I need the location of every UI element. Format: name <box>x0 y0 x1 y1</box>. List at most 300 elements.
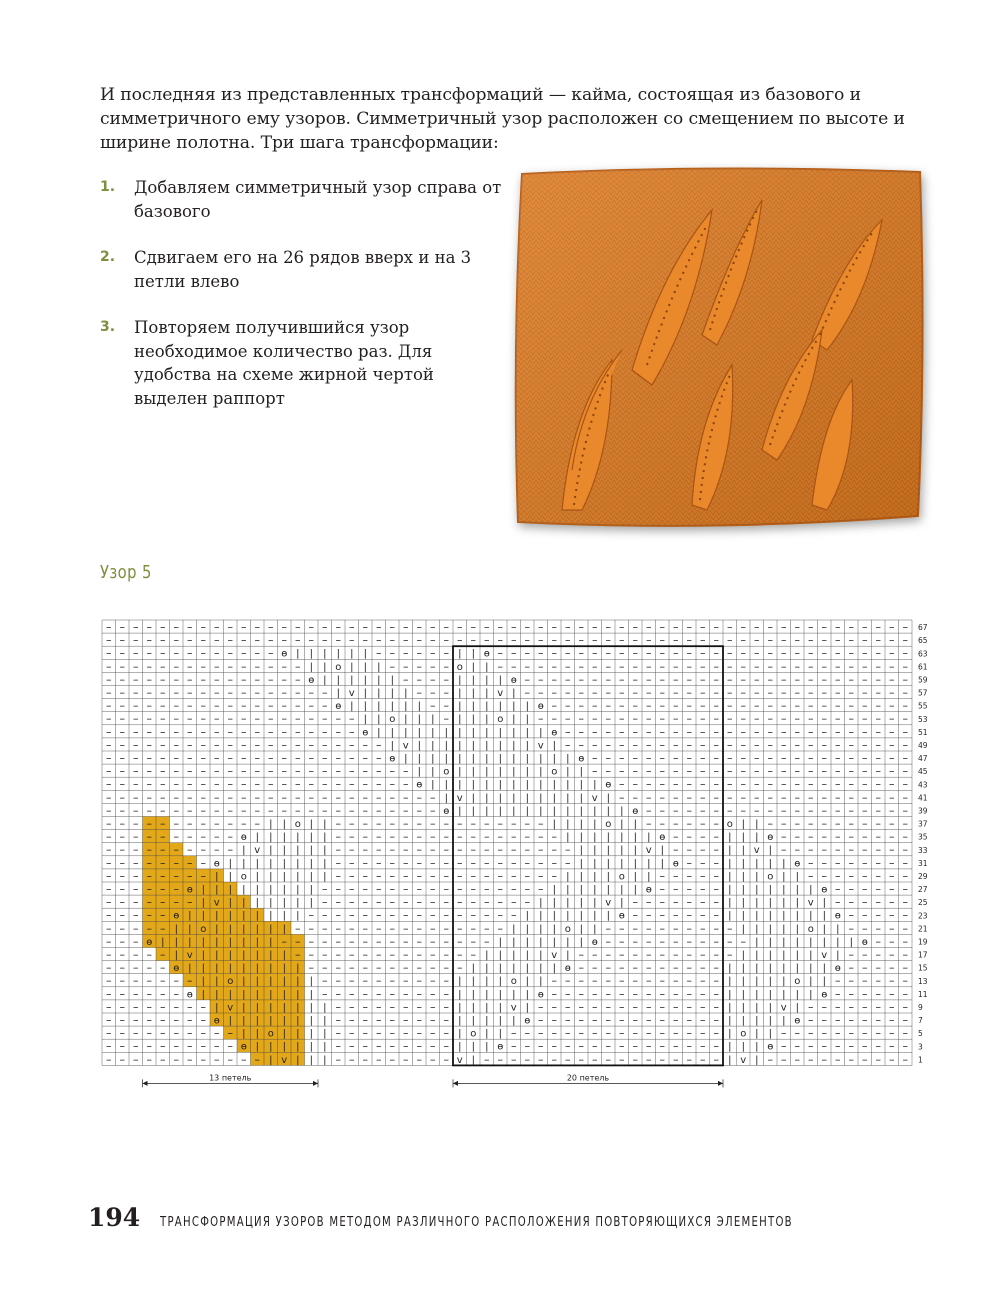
chart-symbol: – <box>794 672 800 686</box>
chart-symbol: – <box>295 712 301 726</box>
chart-symbol: – <box>524 620 530 634</box>
chart-symbol: – <box>335 1026 341 1040</box>
chart-symbol: – <box>281 764 287 778</box>
chart-symbol: – <box>335 974 341 988</box>
chart-symbol: – <box>308 908 314 922</box>
chart-symbol: – <box>133 817 139 830</box>
chart-symbol: – <box>443 843 449 857</box>
chart-symbol: – <box>106 1052 112 1066</box>
width-20-label: 20 петель <box>566 1073 610 1083</box>
chart-symbol: – <box>133 961 139 975</box>
chart-symbol: – <box>443 974 449 988</box>
chart-symbol: | <box>458 727 462 739</box>
chart-symbol: – <box>659 751 665 765</box>
row-label: 47 <box>918 754 928 764</box>
chart-symbol: – <box>875 1000 881 1014</box>
chart-symbol: | <box>255 910 259 922</box>
chart-symbol: | <box>431 714 435 726</box>
chart-symbol: – <box>632 672 638 686</box>
row-label: 59 <box>918 675 928 685</box>
chart-symbol: | <box>296 1002 300 1014</box>
chart-symbol: – <box>686 633 692 647</box>
chart-symbol: – <box>754 803 760 817</box>
chart-symbol: – <box>281 620 287 634</box>
chart-symbol: – <box>470 856 476 870</box>
pattern-title: Узор 5 <box>100 562 152 583</box>
chart-symbol: | <box>471 714 475 726</box>
row-label: 5 <box>918 1029 923 1039</box>
chart-symbol: | <box>471 688 475 699</box>
chart-symbol: – <box>457 830 463 844</box>
chart-symbol: – <box>848 974 854 988</box>
chart-symbol: – <box>349 712 355 726</box>
chart-symbol: – <box>902 974 908 988</box>
chart-symbol: – <box>524 686 530 699</box>
chart-symbol: – <box>902 620 908 634</box>
chart-symbol: – <box>106 646 112 660</box>
chart-symbol: – <box>470 869 476 883</box>
chart-symbol: | <box>444 792 448 804</box>
chart-symbol: | <box>377 714 381 726</box>
chart-symbol: | <box>336 648 340 660</box>
chart-symbol: | <box>620 832 624 844</box>
chart-symbol: – <box>821 1013 827 1027</box>
chart-symbol: – <box>160 869 166 883</box>
chart-symbol: | <box>228 936 232 948</box>
chart-symbol: – <box>686 1039 692 1053</box>
chart-symbol: | <box>539 805 543 817</box>
chart-symbol: – <box>551 1039 557 1053</box>
chart-symbol: – <box>659 987 665 1001</box>
chart-symbol: – <box>403 764 409 778</box>
chart-symbol: – <box>362 751 368 765</box>
chart-symbol: – <box>133 764 139 778</box>
chart-symbol: ө <box>389 753 396 765</box>
chart-symbol: – <box>646 790 652 804</box>
chart-symbol: – <box>484 856 490 870</box>
chart-symbol: – <box>848 948 854 961</box>
chart-symbol: – <box>727 921 733 935</box>
chart-symbol: – <box>659 725 665 739</box>
chart-symbol: – <box>875 817 881 830</box>
chart-symbol: – <box>713 1052 719 1066</box>
chart-symbol: | <box>768 963 772 975</box>
chart-symbol: | <box>809 976 813 988</box>
chart-symbol: – <box>727 725 733 739</box>
chart-symbol: – <box>781 659 787 673</box>
chart-symbol: | <box>606 792 610 804</box>
chart-symbol: ө <box>443 805 450 817</box>
chart-symbol: – <box>713 738 719 752</box>
chart-symbol: | <box>579 910 583 922</box>
chart-symbol: – <box>389 764 395 778</box>
chart-symbol: – <box>686 1052 692 1066</box>
chart-symbol: | <box>215 950 219 961</box>
chart-symbol: – <box>848 633 854 647</box>
chart-symbol: | <box>579 805 583 817</box>
chart-symbol: – <box>578 686 584 699</box>
chart-symbol: – <box>862 1026 868 1040</box>
chart-symbol: – <box>200 699 206 713</box>
chart-symbol: – <box>835 699 841 713</box>
chart-symbol: | <box>512 989 516 1001</box>
chart-symbol: | <box>390 674 394 686</box>
chart-symbol: – <box>214 646 220 660</box>
chart-symbol: – <box>511 1026 517 1040</box>
chart-symbol: – <box>902 1013 908 1027</box>
chart-symbol: – <box>902 712 908 726</box>
chart-symbol: – <box>106 817 112 830</box>
chart-symbol: – <box>335 764 341 778</box>
chart-symbol: – <box>821 817 827 830</box>
chart-symbol: – <box>416 1026 422 1040</box>
chart-symbol: | <box>296 1028 300 1040</box>
chart-symbol: – <box>389 803 395 817</box>
chart-symbol: – <box>106 1026 112 1040</box>
chart-symbol: | <box>525 727 529 739</box>
chart-symbol: | <box>323 661 327 673</box>
chart-symbol: – <box>430 686 436 699</box>
chart-symbol: – <box>430 790 436 804</box>
chart-symbol: – <box>727 646 733 660</box>
chart-symbol: – <box>106 1000 112 1014</box>
chart-symbol: – <box>335 725 341 739</box>
chart-symbol: – <box>349 948 355 961</box>
chart-symbol: – <box>659 895 665 909</box>
chart-symbol: – <box>808 803 814 817</box>
chart-symbol: – <box>889 882 895 896</box>
chart-symbol: – <box>403 974 409 988</box>
chart-symbol: – <box>713 686 719 699</box>
chart-symbol: – <box>497 856 503 870</box>
chart-symbol: – <box>727 738 733 752</box>
chart-symbol: – <box>335 830 341 844</box>
chart-symbol: | <box>579 858 583 870</box>
chart-symbol: – <box>389 790 395 804</box>
chart-symbol: – <box>686 856 692 870</box>
chart-symbol: – <box>700 738 706 752</box>
chart-symbol: – <box>470 633 476 647</box>
chart-symbol: | <box>566 805 570 817</box>
chart-symbol: – <box>686 659 692 673</box>
chart-symbol: – <box>133 856 139 870</box>
chart-symbol: – <box>173 633 179 647</box>
chart-symbol: – <box>713 790 719 804</box>
chart-symbol: – <box>254 764 260 778</box>
chart-symbol: | <box>593 779 597 791</box>
chart-symbol: – <box>767 659 773 673</box>
chart-symbol: – <box>875 961 881 975</box>
chart-symbol: | <box>566 753 570 765</box>
chart-symbol: – <box>862 659 868 673</box>
chart-symbol: | <box>309 1015 313 1027</box>
chart-symbol: | <box>755 1015 759 1027</box>
chart-symbol: – <box>187 699 193 713</box>
chart-symbol: – <box>794 1026 800 1040</box>
chart-symbol: – <box>902 646 908 660</box>
chart-symbol: | <box>458 688 462 699</box>
chart-symbol: – <box>619 725 625 739</box>
chart-symbol: – <box>659 764 665 778</box>
chart-symbol: – <box>700 777 706 791</box>
chart-symbol: – <box>578 948 584 961</box>
chart-symbol: – <box>322 686 328 699</box>
chart-symbol: – <box>781 1039 787 1053</box>
chart-symbol: – <box>430 672 436 686</box>
chart-symbol: o <box>807 923 814 935</box>
chart-symbol: – <box>808 817 814 830</box>
chart-symbol: – <box>538 659 544 673</box>
chart-symbol: – <box>430 961 436 975</box>
chart-symbol: – <box>173 830 179 844</box>
chart-symbol: ө <box>537 989 544 1001</box>
chart-symbol: – <box>254 738 260 752</box>
chart-symbol: – <box>659 1039 665 1053</box>
chart-symbol: | <box>485 1041 489 1053</box>
chart-symbol: | <box>458 648 462 660</box>
chart-symbol: – <box>767 803 773 817</box>
chart-symbol: | <box>552 910 556 922</box>
chart-symbol: – <box>889 856 895 870</box>
chart-symbol: v <box>227 1002 234 1014</box>
chart-symbol: | <box>795 923 799 935</box>
chart-symbol: | <box>552 740 556 752</box>
chart-symbol: – <box>133 1039 139 1053</box>
chart-symbol: | <box>498 779 502 791</box>
chart-symbol: – <box>335 895 341 909</box>
chart-symbol: – <box>254 777 260 791</box>
chart-symbol: | <box>620 805 624 817</box>
chart-symbol: | <box>512 1015 516 1027</box>
chart-symbol: – <box>551 620 557 634</box>
chart-symbol: – <box>875 699 881 713</box>
chart-symbol: – <box>362 803 368 817</box>
chart-symbol: – <box>821 1039 827 1053</box>
chart-symbol: | <box>620 897 624 909</box>
chart-symbol: – <box>727 948 733 961</box>
chart-symbol: – <box>295 948 301 961</box>
chart-symbol: | <box>525 779 529 791</box>
chart-symbol: – <box>322 895 328 909</box>
chart-symbol: – <box>902 777 908 791</box>
chart-symbol: | <box>444 727 448 739</box>
chart-symbol: | <box>782 936 786 948</box>
chart-symbol: – <box>389 1026 395 1040</box>
chart-symbol: – <box>673 686 679 699</box>
chart-symbol: – <box>632 790 638 804</box>
chart-symbol: – <box>227 659 233 673</box>
chart-symbol: – <box>241 712 247 726</box>
chart-symbol: – <box>902 1026 908 1040</box>
chart-symbol: – <box>187 1026 193 1040</box>
chart-symbol: – <box>160 777 166 791</box>
chart-symbol: – <box>173 620 179 634</box>
chart-symbol: – <box>106 686 112 699</box>
chart-symbol: – <box>686 843 692 857</box>
chart-symbol: | <box>309 845 313 857</box>
chart-symbol: – <box>254 751 260 765</box>
chart-symbol: | <box>201 963 205 975</box>
chart-symbol: – <box>173 1052 179 1066</box>
chart-symbol: | <box>755 819 759 830</box>
chart-symbol: – <box>160 725 166 739</box>
chart-symbol: – <box>592 987 598 1001</box>
step-number: 3. <box>100 319 116 335</box>
chart-symbol: – <box>173 738 179 752</box>
chart-symbol: – <box>106 725 112 739</box>
chart-symbol: – <box>308 620 314 634</box>
chart-symbol: – <box>538 830 544 844</box>
chart-symbol: – <box>241 738 247 752</box>
chart-symbol: | <box>755 1041 759 1053</box>
chart-symbol: | <box>309 1054 313 1066</box>
chart-symbol: – <box>160 646 166 660</box>
chart-symbol: – <box>713 620 719 634</box>
chart-symbol: – <box>659 1013 665 1027</box>
chart-symbol: – <box>241 764 247 778</box>
chart-symbol: – <box>524 646 530 660</box>
chart-symbol: – <box>808 672 814 686</box>
chart-symbol: – <box>686 777 692 791</box>
chart-symbol: v <box>645 845 652 857</box>
chart-symbol: – <box>160 633 166 647</box>
chart-symbol: – <box>619 934 625 948</box>
chart-symbol: – <box>794 620 800 634</box>
chart-symbol: – <box>146 921 152 935</box>
row-label: 13 <box>918 976 928 986</box>
chart-symbol: – <box>794 1052 800 1066</box>
chart-symbol: | <box>525 910 529 922</box>
chart-symbol: – <box>673 987 679 1001</box>
chart-symbol: – <box>227 738 233 752</box>
chart-symbol: – <box>565 1039 571 1053</box>
chart-symbol: – <box>727 686 733 699</box>
chart-symbol: – <box>187 830 193 844</box>
chart-symbol: – <box>443 882 449 896</box>
chart-symbol: – <box>754 646 760 660</box>
chart-symbol: | <box>728 989 732 1001</box>
chart-symbol: – <box>781 1052 787 1066</box>
row-label: 51 <box>918 727 928 737</box>
chart-symbol: | <box>741 910 745 922</box>
chart-symbol: ө <box>497 1041 504 1053</box>
chart-symbol: – <box>254 1052 260 1066</box>
chart-symbol: – <box>862 738 868 752</box>
chart-symbol: – <box>538 1000 544 1014</box>
chart-symbol: | <box>444 753 448 765</box>
chart-symbol: | <box>782 1015 786 1027</box>
chart-symbol: – <box>349 777 355 791</box>
chart-symbol: | <box>647 832 651 844</box>
chart-symbol: – <box>416 659 422 673</box>
chart-symbol: o <box>618 871 625 883</box>
chart-symbol: – <box>349 633 355 647</box>
chart-symbol: – <box>700 856 706 870</box>
chart-symbol: – <box>470 817 476 830</box>
chart-symbol: – <box>605 948 611 961</box>
chart-symbol: – <box>673 817 679 830</box>
chart-symbol: – <box>808 620 814 634</box>
chart-symbol: – <box>430 882 436 896</box>
chart-symbol: – <box>389 620 395 634</box>
chart-symbol: – <box>835 830 841 844</box>
chart-symbol: | <box>282 989 286 1001</box>
chart-symbol: – <box>133 1013 139 1027</box>
chart-symbol: – <box>902 1039 908 1053</box>
chart-symbol: – <box>578 712 584 726</box>
row-label: 33 <box>918 845 928 855</box>
row-label: 25 <box>918 898 928 908</box>
chart-symbol: | <box>282 897 286 909</box>
chart-symbol: – <box>389 830 395 844</box>
chart-symbol: – <box>619 712 625 726</box>
chart-symbol: ө <box>794 1015 801 1027</box>
chart-symbol: – <box>605 712 611 726</box>
chart-symbol: – <box>889 633 895 647</box>
chart-symbol: – <box>133 987 139 1001</box>
chart-symbol: | <box>512 923 516 935</box>
chart-symbol: – <box>133 659 139 673</box>
row-label: 15 <box>918 963 928 973</box>
chart-symbol: | <box>485 766 489 778</box>
chart-symbol: | <box>728 832 732 844</box>
chart-symbol: | <box>741 819 745 830</box>
chart-symbol: | <box>296 1054 300 1066</box>
chart-symbol: – <box>862 790 868 804</box>
chart-symbol: – <box>835 856 841 870</box>
chart-symbol: v <box>780 1002 787 1014</box>
chart-symbol: – <box>349 921 355 935</box>
chart-symbol: | <box>215 989 219 1001</box>
chart-symbol: – <box>160 712 166 726</box>
chart-symbol: | <box>539 950 543 961</box>
chart-symbol: – <box>700 751 706 765</box>
chart-symbol: – <box>443 659 449 673</box>
chart-symbol: | <box>822 976 826 988</box>
chart-symbol: – <box>875 1013 881 1027</box>
chart-symbol: – <box>389 817 395 830</box>
chart-symbol: – <box>808 1013 814 1027</box>
chart-symbol: – <box>200 712 206 726</box>
chart-symbol: – <box>835 882 841 896</box>
chart-symbol: | <box>498 753 502 765</box>
chart-symbol: | <box>228 858 232 870</box>
chart-symbol: – <box>713 974 719 988</box>
chart-symbol: – <box>862 1013 868 1027</box>
chart-symbol: – <box>821 777 827 791</box>
chart-symbol: – <box>457 934 463 948</box>
chart-symbol: – <box>457 843 463 857</box>
chart-symbol: – <box>497 908 503 922</box>
chart-symbol: – <box>335 934 341 948</box>
chart-symbol: – <box>578 738 584 752</box>
chart-symbol: – <box>862 908 868 922</box>
chart-symbol: – <box>403 843 409 857</box>
chart-symbol: – <box>308 934 314 948</box>
chart-symbol: | <box>525 923 529 935</box>
chart-symbol: | <box>215 910 219 922</box>
chart-symbol: – <box>659 869 665 883</box>
chart-symbol: | <box>782 989 786 1001</box>
chart-symbol: | <box>795 950 799 961</box>
chart-symbol: | <box>255 832 259 844</box>
chart-symbol: | <box>417 753 421 765</box>
chart-symbol: – <box>443 633 449 647</box>
chart-symbol: – <box>335 817 341 830</box>
chart-symbol: | <box>728 976 732 988</box>
chart-symbol: | <box>512 727 516 739</box>
chart-symbol: | <box>593 871 597 883</box>
